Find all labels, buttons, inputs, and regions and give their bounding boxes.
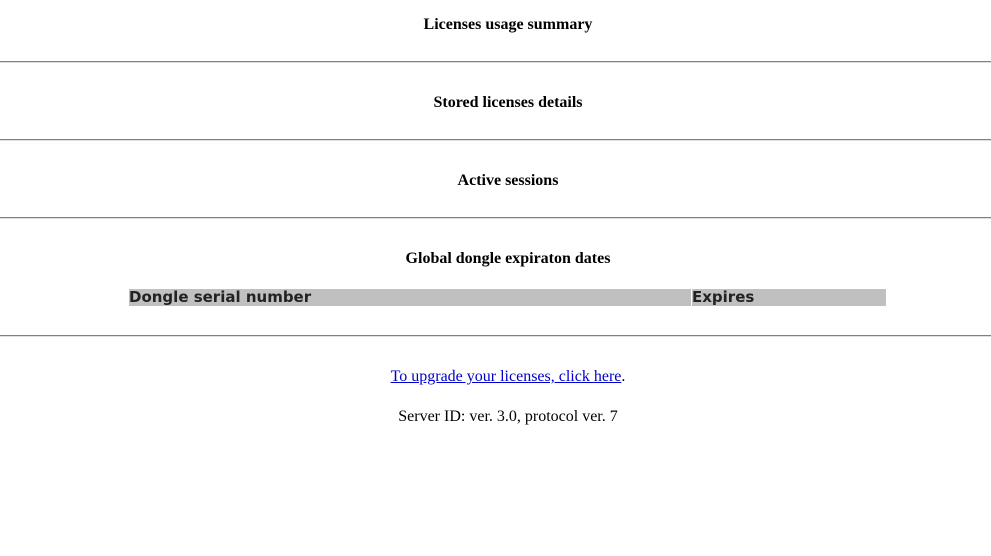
section-divider — [0, 61, 991, 63]
section-divider — [0, 217, 991, 219]
upgrade-licenses-link[interactable]: To upgrade your licenses, click here — [390, 368, 622, 385]
licenses-usage-summary-heading: Licenses usage summary — [423, 16, 593, 33]
column-header-dongle-serial: Dongle serial number — [129, 289, 691, 306]
section-divider — [0, 335, 991, 337]
section-divider — [0, 139, 991, 141]
active-sessions-heading: Active sessions — [457, 172, 559, 189]
global-dongle-expiration-heading: Global dongle expiraton dates — [405, 250, 611, 267]
server-id-text: Server ID: ver. 3.0, protocol ver. 7 — [398, 408, 618, 425]
upgrade-paragraph — [0, 368, 991, 386]
stored-licenses-details-heading: Stored licenses details — [433, 94, 583, 111]
table-header-row — [129, 289, 886, 306]
dongle-expiration-table — [128, 289, 887, 306]
upgrade-trailing-period: . — [621, 368, 626, 385]
column-header-expires: Expires — [692, 289, 886, 306]
